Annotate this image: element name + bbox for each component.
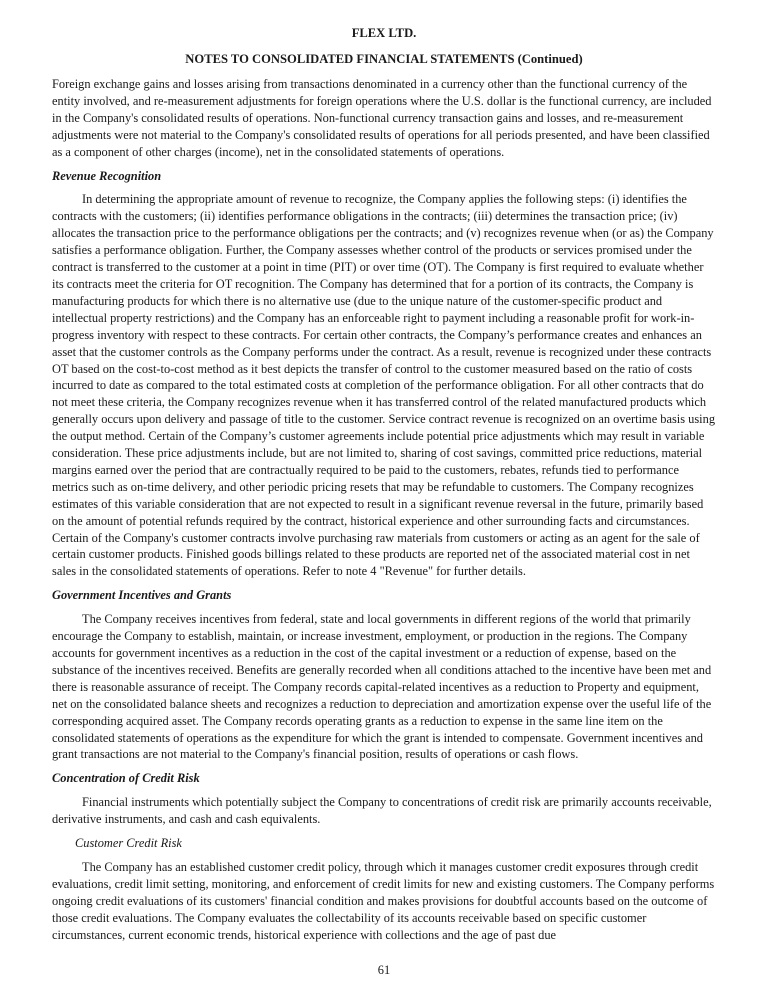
- customer-credit-risk-heading: Customer Credit Risk: [75, 836, 182, 851]
- page-number: 61: [377, 963, 391, 977]
- page-title: NOTES TO CONSOLIDATED FINANCIAL STATEMENTS (Continued): [185, 52, 583, 66]
- fx-paragraph: Foreign exchange gains and losses arising from transactions denominated in a currency other than the functional currency of the entity involved, and re-measurement adjustments for foreign operations where the U.S. dollar is the functional currency, are included in the Company's consolidated results of operations. Non-functional currency transaction gains and losses, and re-measurement adjustments were not material to the Company's consolidated results of operations for all periods presented, and have been classified as a component of other charges (income), net in the consolidated statements of operations.: [52, 77, 712, 159]
- company-name: FLEX LTD.: [351, 26, 417, 40]
- credit-risk-paragraph: Financial instruments which potentially subject the Company to concentrations of credit risk are primarily accounts receivable, derivative instruments, and cash and cash equivalents.: [52, 795, 712, 827]
- government-incentives-heading: Government Incentives and Grants: [52, 588, 232, 603]
- government-incentives-paragraph: The Company receives incentives from federal, state and local governments in different regions of the world that primarily encourage the Company to establish, maintain, or increase investment, employment, or production in the regions. The Company accounts for government incentives as a reduction in the cost of the capital investment or a reduction of expense, based on the substance of the incentives received. Benefits are generally recorded when all conditions attached to the incentive have been met and there is reasonable assurance of receipt. The Company records capital-related incentives as a reduction to Property and equipment, net on the consolidated balance sheets and recognizes a reduction to depreciation and amortization expense over the useful life of the corresponding acquired asset. The Company records operating grants as a reduction to expense in the same line item on the consolidated statements of operations as the expenditure for which the grant is intended to compensate. Government incentives and grant transactions are not material to the Company's financial position, results of operations or cash flows.: [52, 612, 712, 762]
- customer-credit-risk-paragraph: The Company has an established customer credit policy, through which it manages customer credit exposures through credit evaluations, credit limit setting, monitoring, and enforcement of credit limits for new and existing customers. The Company performs ongoing credit evaluations of its customers' financial condition and makes provisions for doubtful accounts based on the outcome of those credit evaluations. The Company evaluates the collectability of its accounts receivable based on specific customer circumstances, current economic trends, historical experience with collections and the age of past due: [52, 859, 715, 942]
- revenue-recognition-paragraph: In determining the appropriate amount of revenue to recognize, the Company applies the following steps: (i) identifies the contracts with the customers; (ii) identifies performance obligations in the contracts; (iii) determines the transaction price; (iv) allocates the transaction price to the performance obligations per the contracts; and (v) recognizes revenue when (or as) the Company satisfies a performance obligation. Further, the Company assesses whether control of the products or services promised under the contract is transferred to the customer at a point in time (PIT) or over time (OT). The Company is first required to evaluate whether its contracts meet the criteria for OT recognition. The Company has determined that for a portion of its contracts, the Company is manufacturing products for which there is no alternative use (due to the unique nature of the customer-specific product and intellectual property restrictions) and the Company has an enforceable right to payment including a reasonable profit for work-in-progress inventory with respect to these contracts. For certain other contracts, the Company’s performance creates and enhances an asset that the customer controls as the Company performs under the contract. As a result, revenue is recognized under these contracts OT based on the cost-to-cost method as it best depicts the transfer of control to the customer measured based on the ratio of costs incurred to date as compared to the total estimated costs at completion of the performance obligation. For all other contracts that do not meet these criteria, the Company recognizes revenue when it has transferred control of the related manufactured products which generally occurs upon delivery and passage of title to the customer. Service contract revenue is recognized on an overtime basis using the output method. Certain of the Company’s customer agreements include potential price adjustments which may result in variable consideration. These price adjustments include, but are not limited to, sharing of cost savings, committed price reductions, material margins earned over the period that are contractually required to be paid to the customers, rebates, refunds tied to performance metrics such as on-time delivery, and other periodic pricing resets that may be refundable to customers. The Company recognizes estimates of this variable consideration that are not expected to result in a significant revenue reversal in the future, primarily based on the amount of potential refunds required by the contract, historical experience and other surrounding facts and circumstances. Certain of the Company's customer contracts involve purchasing raw materials from customers or acting as an agent for the sale of certain customer products. Finished goods billings related to these products are reported net of the associated material cost in net sales in the consolidated statements of operations. Refer to note 4 "Revenue" for further details.: [52, 192, 716, 579]
- revenue-recognition-heading: Revenue Recognition: [52, 168, 162, 183]
- credit-risk-heading: Concentration of Credit Risk: [52, 771, 200, 786]
- document-page: [52, 24, 716, 951]
